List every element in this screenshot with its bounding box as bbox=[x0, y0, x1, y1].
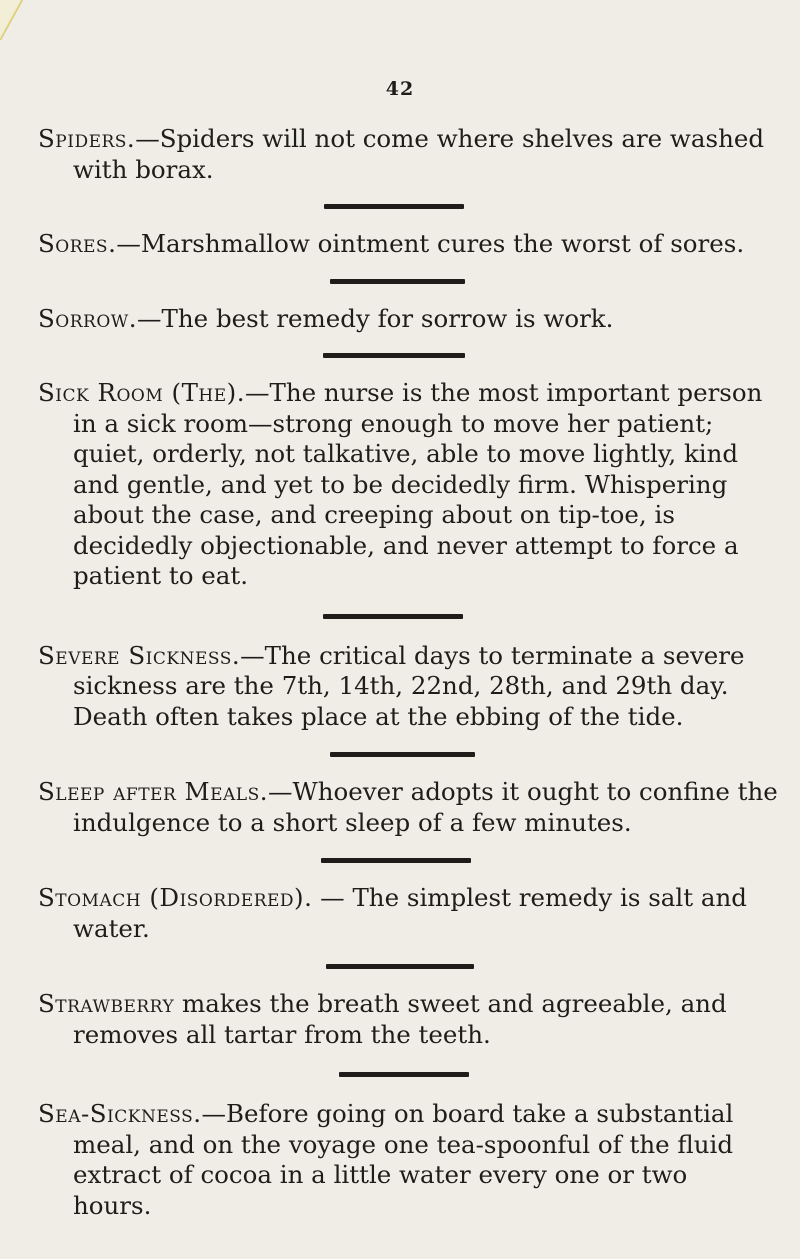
divider bbox=[330, 279, 465, 284]
entry-sleep-after-meals bbox=[38, 777, 783, 838]
divider bbox=[339, 1072, 469, 1077]
entry-heading: Severe Sickness. bbox=[38, 640, 241, 670]
corner-mark bbox=[0, 0, 30, 40]
entry-strawberry bbox=[38, 989, 770, 1050]
divider bbox=[321, 858, 471, 863]
entry-heading: Spiders. bbox=[38, 124, 136, 153]
entry-heading: Sleep after Meals. bbox=[38, 777, 269, 806]
entry-text: —Whoever adopts it ought to confine the indulgence to a short sleep of a few minutes. bbox=[73, 777, 778, 837]
entry-sores bbox=[38, 229, 800, 260]
entry-text: —The best remedy for sorrow is work. bbox=[137, 303, 614, 333]
entry-text: makes the breath sweet and agreeable, and removes all tartar from the teeth. bbox=[73, 989, 727, 1049]
entry-stomach bbox=[38, 883, 760, 944]
page-content bbox=[38, 124, 800, 1221]
entry-text: —Before going on board take a substantial meal, and on the voyage one tea-spoonful of the fluid extract of cocoa in a little water every one or two hours. bbox=[73, 1099, 734, 1220]
entry-heading: Strawberry bbox=[38, 989, 175, 1018]
divider bbox=[324, 204, 464, 209]
entry-text: — The simplest remedy is salt and water. bbox=[73, 883, 747, 943]
divider bbox=[323, 614, 463, 619]
entry-spiders bbox=[38, 124, 778, 185]
entry-text: —Marshmallow ointment cures the worst of sores. bbox=[116, 229, 745, 258]
page-number: 42 bbox=[385, 78, 415, 100]
entry-sorrow bbox=[38, 304, 800, 335]
entry-heading: Stomach (Disordered). bbox=[38, 883, 313, 912]
entry-heading: Sorrow. bbox=[38, 303, 138, 333]
entry-text: —The critical days to terminate a severe sickness are the 7th, 14th, 22nd, 28th, and 29th day. Death often takes place at the ebbing of the tide. bbox=[73, 640, 745, 731]
entry-heading: Sea-Sickness. bbox=[38, 1099, 202, 1128]
divider bbox=[326, 964, 474, 969]
entry-text: —Spiders will not come where shelves are washed with borax. bbox=[73, 124, 765, 184]
divider bbox=[323, 353, 465, 358]
entry-sick-room bbox=[38, 378, 766, 592]
entry-heading: Sick Room (The). bbox=[38, 378, 245, 407]
entry-heading: Sores. bbox=[38, 229, 117, 258]
entry-severe-sickness bbox=[38, 641, 773, 733]
divider bbox=[330, 752, 475, 757]
entry-text: —The nurse is the most important person in a sick room—strong enough to move her patient; quiet, orderly, not talkative, able to move lightly, kind and gentle, and yet to be decidedly firm. Whispering about the case, and creeping about on tip-toe, is decidedly objectionable, and never attempt to force a patient to eat. bbox=[73, 378, 763, 590]
entry-sea-sickness bbox=[38, 1099, 773, 1221]
